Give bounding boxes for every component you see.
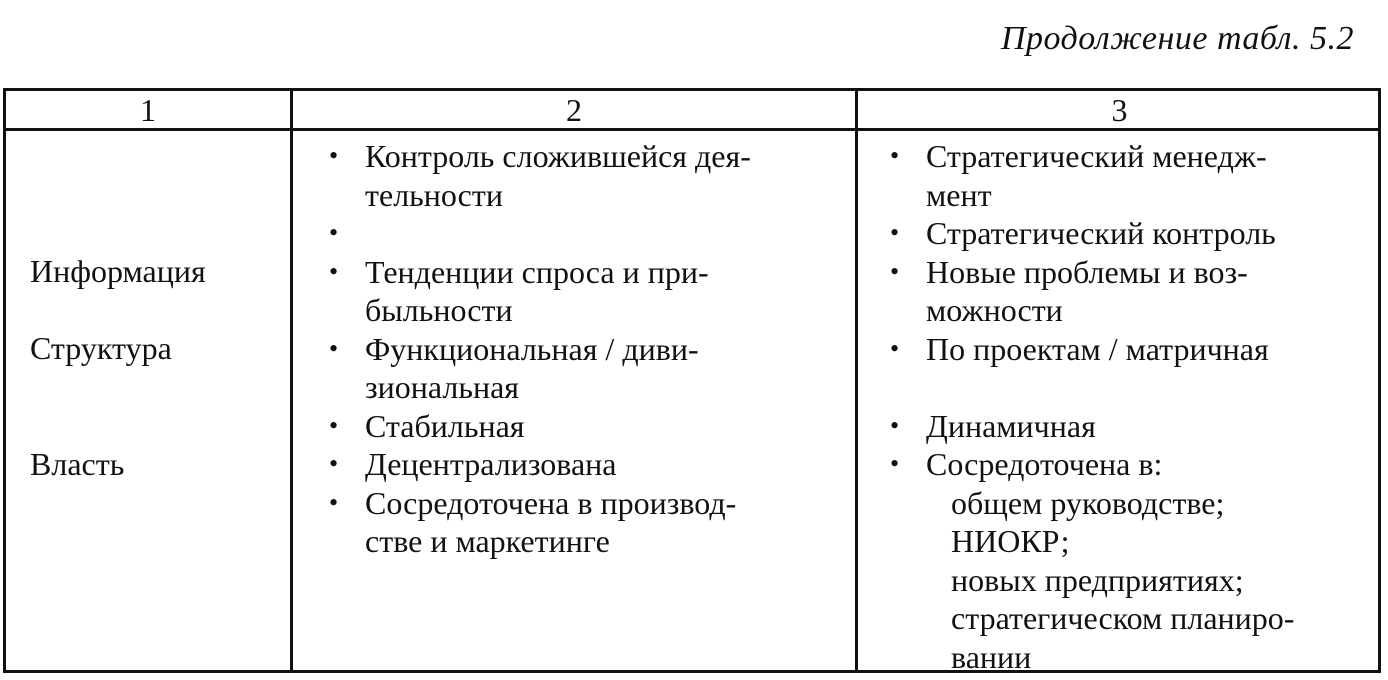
bullet-icon: • — [890, 218, 900, 247]
sub-item-line: общем руководстве; — [951, 484, 1225, 521]
col2-list — [329, 137, 835, 561]
item-line: быльности — [365, 292, 513, 328]
list-item — [329, 253, 835, 330]
item-line: тельности — [365, 176, 503, 213]
table-caption: Продолжение табл. 5.2 — [1000, 20, 1354, 57]
bullet-icon: • — [329, 487, 339, 517]
header-col-3: 3 — [1111, 92, 1128, 128]
item-line: Функциональная / диви- — [365, 330, 699, 367]
column-divider — [290, 91, 293, 670]
item-line: Контроль сложившейся дея- — [365, 138, 751, 174]
bullet-icon: • — [890, 256, 900, 286]
item-line: мент — [926, 176, 992, 213]
item-line — [365, 214, 835, 253]
bullet-icon: • — [890, 449, 900, 478]
list-item — [890, 407, 1366, 446]
item-line: По проектам / матричная — [926, 330, 1269, 367]
list-item — [890, 137, 1366, 214]
item-line: Стратегический контроль — [926, 215, 1276, 251]
item-line: Децентрализована — [365, 446, 617, 482]
list-item — [329, 214, 835, 253]
item-line: стве и маркетинге — [365, 523, 610, 559]
sub-item-line: вании — [951, 638, 1032, 675]
sub-item-line: новых предприятиях; — [951, 561, 1244, 598]
list-item — [329, 137, 835, 214]
bullet-icon: • — [329, 218, 339, 247]
list-item — [329, 407, 835, 446]
item-line: Стратегический менедж- — [926, 138, 1267, 174]
item-line: можности — [926, 292, 1063, 328]
item-line: Динамичная — [926, 407, 1096, 444]
sub-item-line: НИОКР; — [951, 523, 1070, 559]
header-col-1: 1 — [140, 92, 156, 128]
list-item — [890, 445, 1366, 676]
list-item — [329, 445, 835, 484]
item-line: Новые проблемы и воз- — [926, 253, 1248, 290]
col3-list — [890, 137, 1366, 676]
item-line: Тенденции спроса и при- — [365, 253, 709, 290]
bullet-icon: • — [890, 333, 900, 363]
list-item — [329, 484, 835, 561]
item-line: Сосредоточена в производ- — [365, 484, 737, 521]
bullet-icon: • — [329, 333, 339, 363]
list-item — [890, 330, 1366, 369]
bullet-icon: • — [890, 141, 900, 170]
list-item — [890, 214, 1366, 253]
item-line: зиональная — [365, 369, 519, 405]
bullet-icon: • — [329, 256, 339, 286]
bullet-icon: • — [890, 410, 900, 440]
row-label-structure: Структура — [30, 330, 172, 366]
bullet-icon: • — [329, 410, 339, 440]
item-line: Стабильная — [365, 407, 525, 444]
bullet-icon: • — [329, 449, 339, 478]
column-divider — [855, 91, 858, 670]
sub-item-line: стратегическом планиро- — [951, 600, 1295, 636]
header-divider — [6, 128, 1378, 131]
data-table — [3, 88, 1381, 673]
item-line: Сосредоточена в: — [926, 446, 1163, 482]
row-label-power: Власть — [30, 446, 125, 482]
row-label-information: Информация — [30, 253, 206, 289]
bullet-icon: • — [329, 141, 339, 170]
header-col-2: 2 — [566, 92, 582, 128]
spacer — [926, 368, 1366, 407]
list-item — [890, 253, 1366, 330]
list-item — [329, 330, 835, 407]
